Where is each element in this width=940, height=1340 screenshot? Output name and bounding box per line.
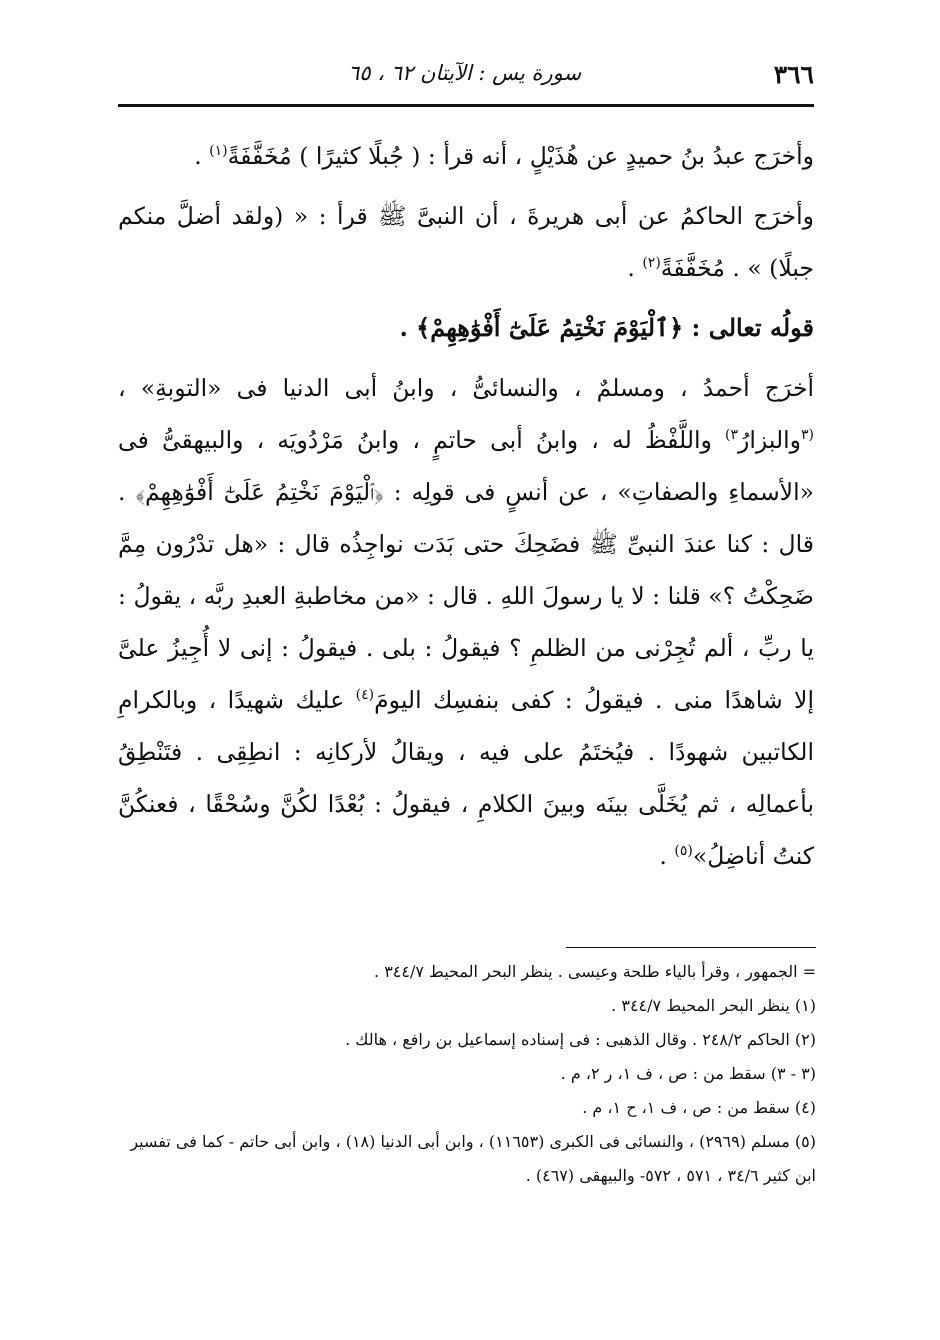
footnote-mark-5: (٥) <box>674 843 693 860</box>
footnote-1: (١) ينظر البحر المحيط ٣٤٤/٧ . <box>611 996 816 1015</box>
paragraph-3 <box>118 362 814 882</box>
main-text <box>118 130 814 882</box>
footnotes <box>110 955 816 1193</box>
running-title: سورة يس : الآيتان ٦٢ ، ٦٥ <box>348 61 582 85</box>
footnote-mark-3-open: (٣ <box>801 427 814 444</box>
paragraph-3-part-d: عليك شهيدًا ، وبالكرامِ الكاتبين شهودًا . فيُختَمُ على فيه ، ويقالُ لأركانِه : انطِقِى . فتَنْطِقُ بأعمالِه ، ثم يُخَلَّى بينَه وبينَ الكلامِ ، فيقولُ : بُعْدًا لكُنَّ وسُحْقًا ، فعنكُنَّ كنتُ أناضِلُ» <box>118 686 814 870</box>
verse-heading: قولُه تعالى : ﴿ٱلْيَوْمَ نَخْتِمُ عَلَىٰٓ أَفْوَٰهِهِمْ﴾ . <box>399 313 814 342</box>
footnote-4: (٤) سقط من : ص ، ف ١، ح ١، م . <box>582 1098 816 1117</box>
header-rule <box>118 104 814 107</box>
page-number: ٣٦٦ <box>773 60 814 89</box>
paragraph-3-part-c: واللَّفْظُ له ، وابنُ أبى حاتمٍ ، وابنُ مَرْدُويَه ، والبيهقىُّ فى «الأسماءِ والصفاتِ» ، عن أنسٍ فى قولِه : ﴿ٱلْيَوْمَ نَخْتِمُ عَلَىٰٓ أَفْوَٰهِهِمْ﴾ . قال : كنا عندَ النبىِّ ﷺ فضَحِكَ حتى بَدَت نواجِذُه قال : «هل تدْرُون مِمَّ ضَحِكْتُ ؟» قلنا : لا يا رسولَ اللهِ . قال : «من مخاطبةِ العبدِ ربَّه ، يقولُ : يا ربِّ ، ألم تُجِرْنى من الظلمِ ؟ فيقولُ : بلى . فيقولُ : إنى لا أُجِيزُ علىَّ إلا شاهدًا منى . فيقولُ : كفى بنفسِك اليومَ <box>118 426 814 714</box>
page-header <box>118 58 814 94</box>
paragraph-1-end: . <box>194 142 210 170</box>
paragraph-1 <box>118 130 814 182</box>
footnote-mark-1: (١) <box>209 143 228 160</box>
footnote-2: (٢) الحاكم ٢٤٨/٢ . وقال الذهبى : فى إسناده إسماعيل بن رافع ، هالك . <box>345 1030 816 1049</box>
footnote-mark-3-close: ٣) <box>725 427 739 444</box>
footnote-continuation: = الجمهور ، وقرأ بالياء طلحة وعيسى . ينظر البحر المحيط ٣٤٤/٧ . <box>374 962 816 981</box>
footnote-mark-4: (٤) <box>355 687 375 704</box>
paragraph-3-end: . <box>659 842 675 870</box>
footnote-5: (٥) مسلم (٢٩٦٩) ، والنسائى فى الكبرى (١١٦٥٣) ، وابن أبى الدنيا (١٨) ، وابن أبى حاتم - كما فى تفسير ابن كثير ٣٤/٦ ، ٥٧١ ، ٥٧٢- والبيهقى (٤٦٧) . <box>130 1132 816 1185</box>
paragraph-3-part-a: أخرَج أحمدُ ، ومسلمٌ ، والنسائىُّ ، وابنُ أبى الدنيا فى «التوبةِ» ، <box>118 374 814 402</box>
paragraph-2 <box>118 190 814 294</box>
paragraph-3-part-b: والبزارُ <box>738 426 801 454</box>
footnote-separator <box>566 947 816 948</box>
paragraph-2-text: وأخرَج الحاكمُ عن أبى هريرةَ ، أن النبىَّ ﷺ قرأ : « (ولقد أضلَّ منكم جبلًا) » . مُخَفَّفَةً <box>118 202 814 282</box>
footnote-mark-2: (٢) <box>642 255 661 272</box>
paragraph-2-end: . <box>627 254 643 282</box>
footnote-3: (٣ - ٣) سقط من : ص ، ف ١، ر ٢، م . <box>560 1064 816 1083</box>
paragraph-1-text: وأخرَج عبدُ بنُ حميدٍ عن هُذَيْلٍ ، أنه قرأ : ( جُبلًا كثيرًا ) مُخَفَّفَةً <box>227 142 814 170</box>
